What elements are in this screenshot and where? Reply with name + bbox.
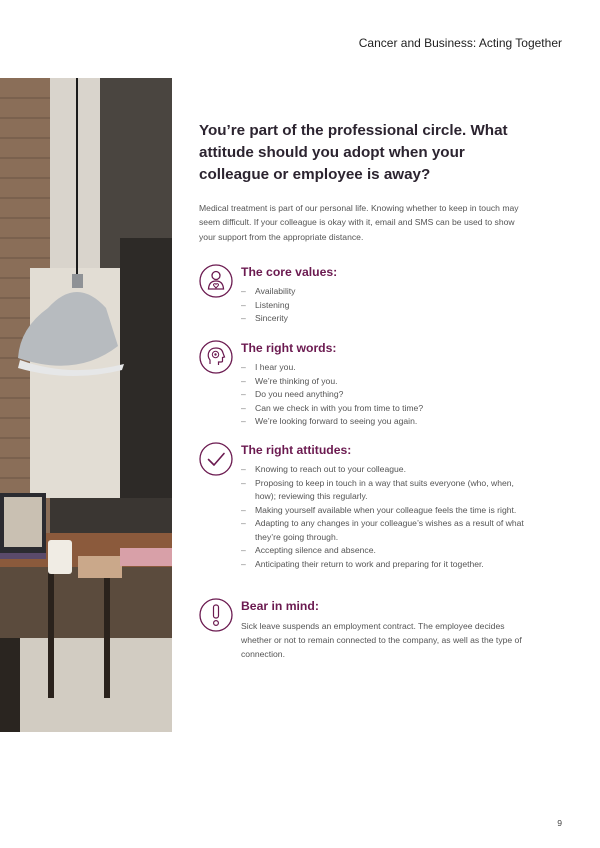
list-item: – Sincerity [241, 312, 531, 326]
right-attitudes-list [241, 463, 531, 571]
speech-head-icon [199, 340, 233, 374]
list-item: – We’re looking forward to seeing you again. [241, 415, 531, 429]
main-content [199, 120, 529, 244]
list-item: – Proposing to keep in touch in a way that suits everyone (who, when, how); reviewing this regularly. [241, 477, 531, 504]
list-item: – Knowing to reach out to your colleague. [241, 463, 531, 477]
list-item: – Adapting to any changes in your colleague’s wishes as a result of what they’re going through. [241, 517, 531, 544]
checkmark-icon [199, 442, 233, 476]
page-title: You’re part of the professional circle. What attitude should you adopt when your colleague or employee is away? [199, 122, 508, 183]
section-title: The right attitudes: [241, 443, 352, 457]
list-item: – Accepting silence and absence. [241, 544, 531, 558]
page-number: 9 [557, 818, 562, 828]
core-values-list [241, 285, 531, 326]
list-item: – Listening [241, 299, 531, 313]
right-words-list [241, 361, 531, 429]
list-item: – Availability [241, 285, 531, 299]
list-item: – Anticipating their return to work and preparing for it together. [241, 558, 531, 572]
section-title: The core values: [241, 265, 338, 279]
office-photo [0, 78, 172, 732]
list-item: – Making yourself available when your colleague feels the time is right. [241, 504, 531, 518]
section-title: The right words: [241, 341, 337, 355]
person-heart-icon [199, 264, 233, 298]
section-title: Bear in mind: [241, 599, 319, 613]
list-item: – Can we check in with you from time to time? [241, 402, 531, 416]
list-item: – I hear you. [241, 361, 531, 375]
running-header: Cancer and Business: Acting Together [358, 36, 562, 50]
bear-in-mind-text: Sick leave suspends an employment contract. The employee decides whether or not to remain connected to the company, as well as the type of connection. [241, 621, 522, 659]
list-item: – We’re thinking of you. [241, 375, 531, 389]
exclamation-icon [199, 598, 233, 632]
intro-paragraph: Medical treatment is part of our personal life. Knowing whether to keep in touch may seem difficult. If your colleague is okay with it, email and SMS can be used to show your support from the appropriate distance. [199, 203, 519, 242]
list-item: – Do you need anything? [241, 388, 531, 402]
